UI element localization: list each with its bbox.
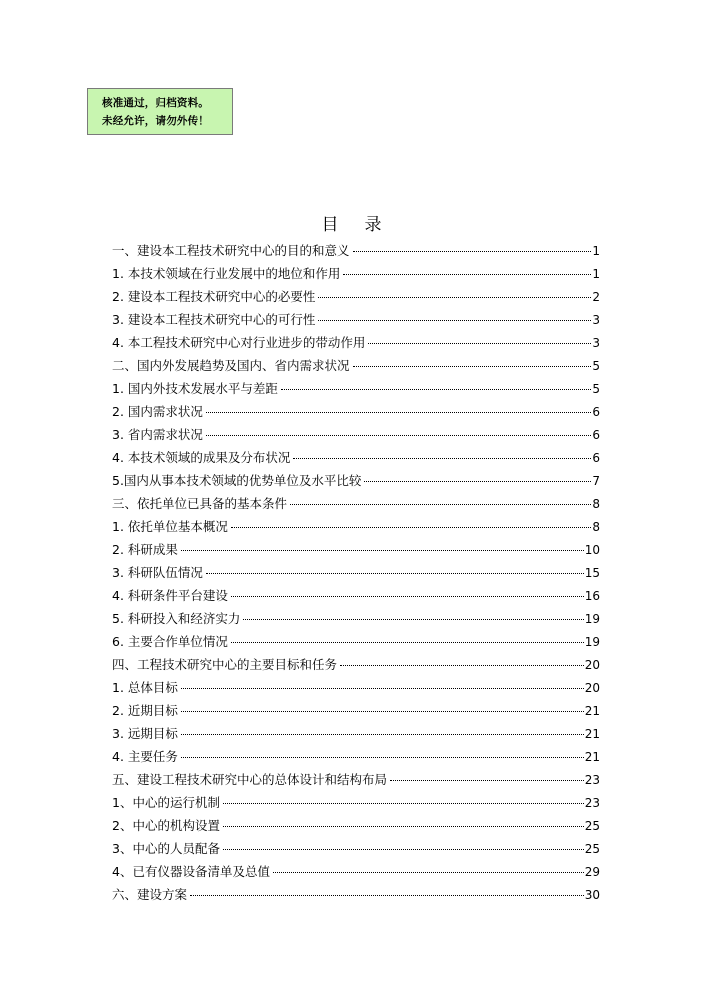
toc-entry-page-number: 21	[584, 704, 600, 718]
toc-entry-title: 3. 科研队伍情况	[112, 565, 203, 580]
toc-entry-title: 2. 建设本工程技术研究中心的必要性	[112, 289, 316, 304]
toc-entry[interactable]	[112, 448, 600, 471]
toc-entry-page-number: 1	[592, 244, 600, 258]
toc-entry[interactable]	[112, 678, 600, 701]
toc-entry-title: 1、中心的运行机制	[112, 795, 220, 810]
toc-entry-page-number: 25	[584, 819, 600, 833]
toc-entry-page-number: 5	[592, 382, 600, 396]
confidential-stamp	[87, 88, 233, 135]
toc-entry[interactable]	[112, 724, 600, 747]
toc-leader-dots	[340, 665, 584, 666]
toc-entry-title: 四、工程技术研究中心的主要目标和任务	[112, 657, 338, 672]
toc-entry[interactable]	[112, 609, 600, 632]
table-of-contents	[112, 241, 600, 908]
toc-leader-dots	[318, 297, 591, 298]
toc-leader-dots	[231, 596, 584, 597]
toc-entry[interactable]	[112, 747, 600, 770]
toc-entry-page-number: 20	[584, 681, 600, 695]
toc-entry-page-number: 6	[592, 451, 600, 465]
toc-leader-dots	[293, 458, 591, 459]
toc-leader-dots	[318, 320, 591, 321]
toc-entry[interactable]	[112, 701, 600, 724]
toc-entry[interactable]	[112, 816, 600, 839]
toc-entry-page-number: 1	[592, 267, 600, 281]
toc-entry-title: 2. 国内需求状况	[112, 404, 203, 419]
toc-entry-title: 4. 本工程技术研究中心对行业进步的带动作用	[112, 335, 366, 350]
toc-entry[interactable]	[112, 310, 600, 333]
toc-entry-page-number: 5	[592, 359, 600, 373]
toc-leader-dots	[368, 343, 591, 344]
toc-entry-title: 3. 建设本工程技术研究中心的可行性	[112, 312, 316, 327]
toc-entry[interactable]	[112, 264, 600, 287]
toc-entry-page-number: 15	[584, 566, 600, 580]
toc-entry-page-number: 23	[584, 773, 600, 787]
toc-leader-dots	[390, 780, 584, 781]
toc-entry-page-number: 30	[584, 888, 600, 902]
toc-entry-title: 5. 科研投入和经济实力	[112, 611, 241, 626]
toc-entry[interactable]	[112, 287, 600, 310]
toc-leader-dots	[223, 803, 584, 804]
toc-entry[interactable]	[112, 333, 600, 356]
toc-entry-title: 4. 主要任务	[112, 749, 178, 764]
toc-entry[interactable]	[112, 379, 600, 402]
toc-entry-page-number: 19	[584, 635, 600, 649]
toc-leader-dots	[206, 573, 584, 574]
toc-entry[interactable]	[112, 793, 600, 816]
toc-leader-dots	[281, 389, 591, 390]
toc-entry-title: 1. 国内外技术发展水平与差距	[112, 381, 278, 396]
toc-leader-dots	[273, 872, 584, 873]
toc-leader-dots	[364, 481, 591, 482]
toc-entry[interactable]	[112, 770, 600, 793]
toc-leader-dots	[343, 274, 591, 275]
toc-entry[interactable]	[112, 632, 600, 655]
toc-leader-dots	[206, 435, 591, 436]
toc-entry-page-number: 2	[592, 290, 600, 304]
toc-entry[interactable]	[112, 885, 600, 908]
stamp-line-approved: 核准通过，归档资料。	[102, 97, 209, 109]
toc-entry[interactable]	[112, 241, 600, 264]
toc-entry-page-number: 6	[592, 405, 600, 419]
toc-entry[interactable]	[112, 540, 600, 563]
toc-entry[interactable]	[112, 586, 600, 609]
toc-entry[interactable]	[112, 471, 600, 494]
toc-leader-dots	[206, 412, 591, 413]
toc-leader-dots	[181, 550, 584, 551]
toc-leader-dots	[190, 895, 584, 896]
toc-entry-page-number: 19	[584, 612, 600, 626]
toc-entry-title: 3. 远期目标	[112, 726, 178, 741]
toc-entry[interactable]	[112, 425, 600, 448]
toc-leader-dots	[181, 734, 584, 735]
toc-entry-page-number: 7	[592, 474, 600, 488]
toc-entry-page-number: 29	[584, 865, 600, 879]
toc-entry-page-number: 16	[584, 589, 600, 603]
toc-entry-title: 6. 主要合作单位情况	[112, 634, 228, 649]
stamp-line-no-distribution: 未经允许，请勿外传！	[102, 115, 209, 127]
toc-leader-dots	[181, 757, 584, 758]
toc-entry-title: 4. 本技术领域的成果及分布状况	[112, 450, 291, 465]
toc-entry-page-number: 3	[592, 336, 600, 350]
toc-entry-title: 三、依托单位已具备的基本条件	[112, 496, 288, 511]
toc-entry-title: 3、中心的人员配备	[112, 841, 220, 856]
toc-entry-page-number: 21	[584, 727, 600, 741]
toc-entry-title: 1. 依托单位基本概况	[112, 519, 228, 534]
toc-entry-title: 六、建设方案	[112, 887, 188, 902]
toc-entry-page-number: 21	[584, 750, 600, 764]
toc-leader-dots	[231, 642, 584, 643]
toc-leader-dots	[353, 366, 592, 367]
toc-leader-dots	[223, 826, 584, 827]
toc-entry-page-number: 8	[592, 497, 600, 511]
toc-entry-title: 1. 本技术领域在行业发展中的地位和作用	[112, 266, 341, 281]
toc-entry-title: 2. 近期目标	[112, 703, 178, 718]
toc-entry-page-number: 3	[592, 313, 600, 327]
toc-entry-title: 4、已有仪器设备清单及总值	[112, 864, 270, 879]
toc-leader-dots	[353, 251, 592, 252]
toc-entry[interactable]	[112, 356, 600, 379]
toc-entry-page-number: 10	[584, 543, 600, 557]
toc-entry[interactable]	[112, 862, 600, 885]
toc-entry-title: 2、中心的机构设置	[112, 818, 220, 833]
toc-entry-page-number: 23	[584, 796, 600, 810]
toc-entry-page-number: 8	[592, 520, 600, 534]
toc-leader-dots	[231, 527, 591, 528]
toc-leader-dots	[223, 849, 584, 850]
toc-entry-title: 2. 科研成果	[112, 542, 178, 557]
toc-entry-title: 4. 科研条件平台建设	[112, 588, 228, 603]
toc-leader-dots	[243, 619, 583, 620]
toc-entry-page-number: 6	[592, 428, 600, 442]
toc-entry-title: 3. 省内需求状况	[112, 427, 203, 442]
toc-entry[interactable]	[112, 494, 600, 517]
toc-entry[interactable]	[112, 563, 600, 586]
toc-leader-dots	[290, 504, 591, 505]
toc-entry-title: 一、建设本工程技术研究中心的目的和意义	[112, 243, 350, 258]
toc-entry[interactable]	[112, 402, 600, 425]
toc-leader-dots	[181, 688, 584, 689]
toc-entry-title: 五、建设工程技术研究中心的总体设计和结构布局	[112, 772, 388, 787]
toc-leader-dots	[181, 711, 584, 712]
toc-entry[interactable]	[112, 517, 600, 540]
toc-entry-title: 二、国内外发展趋势及国内、省内需求状况	[112, 358, 350, 373]
toc-entry-title: 1. 总体目标	[112, 680, 178, 695]
toc-entry[interactable]	[112, 655, 600, 678]
toc-entry-title: 5.国内从事本技术领域的优势单位及水平比较	[112, 473, 362, 488]
toc-entry-page-number: 20	[584, 658, 600, 672]
toc-title: 目录	[321, 215, 408, 235]
toc-entry-page-number: 25	[584, 842, 600, 856]
toc-entry[interactable]	[112, 839, 600, 862]
